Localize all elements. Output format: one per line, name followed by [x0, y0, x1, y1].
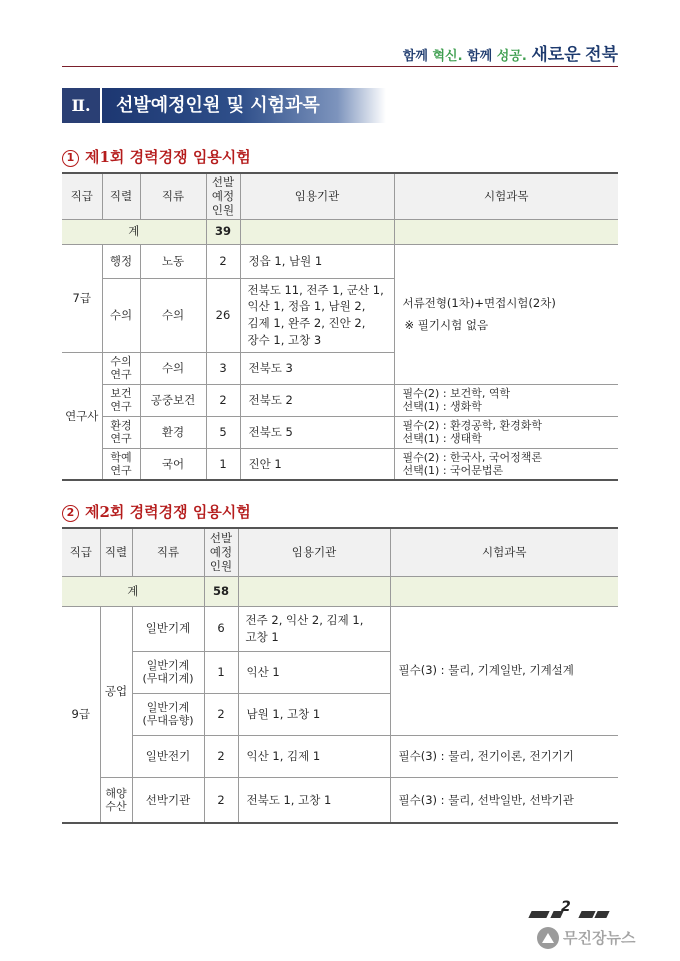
series-cell: 보건 연구 — [102, 384, 140, 416]
grade-cell: 연구사 — [62, 352, 102, 480]
circled-number-1: 1 — [62, 150, 79, 167]
slogan-word: 함께 — [402, 49, 428, 64]
agency-cell: 남원 1, 고창 1 — [238, 693, 390, 735]
table-header-row — [62, 173, 618, 219]
header-slogan — [403, 40, 618, 65]
total-row — [62, 576, 618, 606]
count-cell: 1 — [204, 651, 238, 693]
class-cell: 수의 — [140, 278, 206, 352]
series-cell: 환경 연구 — [102, 416, 140, 448]
class-cell: 공중보건 — [140, 384, 206, 416]
section-banner — [62, 88, 386, 123]
total-label: 계 — [62, 219, 206, 244]
header-grade: 직급 — [62, 528, 100, 576]
class-cell: 노동 — [140, 244, 206, 278]
class-cell: 일반전기 — [132, 735, 204, 777]
watermark-logo-icon — [537, 927, 559, 949]
series-cell: 수의 연구 — [102, 352, 140, 384]
total-label: 계 — [62, 576, 204, 606]
table-row — [62, 416, 618, 448]
class-cell: 선박기관 — [132, 777, 204, 823]
exam2-heading — [62, 501, 251, 522]
agency-cell: 익산 1 — [238, 651, 390, 693]
total-row — [62, 219, 618, 244]
class-cell: 수의 — [140, 352, 206, 384]
table-row — [62, 735, 618, 777]
table-row — [62, 448, 618, 480]
subjects-cell: 필수(3) : 물리, 선박일반, 선박기관 — [390, 777, 618, 823]
table-row — [62, 606, 618, 651]
table-row — [62, 777, 618, 823]
slogan-word: 성공. — [496, 49, 527, 64]
header-count: 선발 예정 인원 — [204, 528, 238, 576]
exam1-table — [62, 172, 618, 481]
subjects-cell: 필수(2) : 보건학, 역학 선택(1) : 생화학 — [394, 384, 618, 416]
class-cell: 환경 — [140, 416, 206, 448]
class-cell: 일반기계 — [132, 606, 204, 651]
table-row — [62, 244, 618, 278]
subjects-cell: 필수(2) : 환경공학, 환경화학 선택(1) : 생태학 — [394, 416, 618, 448]
subjects-cell: 필수(2) : 한국사, 국어정책론 선택(1) : 국어문법론 — [394, 448, 618, 480]
series-cell: 수의 — [102, 278, 140, 352]
count-cell: 2 — [204, 693, 238, 735]
slogan-word: 전북 — [585, 45, 618, 65]
header-class: 직류 — [140, 173, 206, 219]
agency-cell: 전북도 3 — [240, 352, 394, 384]
watermark — [537, 924, 673, 952]
agency-cell: 전북도 11, 전주 1, 군산 1, 익산 1, 정읍 1, 남원 2, 김제 1, 완주 2, 진안 2, 장수 1, 고창 3 — [240, 278, 394, 352]
count-cell: 2 — [206, 384, 240, 416]
table-header-row — [62, 528, 618, 576]
class-cell: 일반기계 (무대음향) — [132, 693, 204, 735]
grade-cell: 7급 — [62, 244, 102, 352]
table-row — [62, 384, 618, 416]
exam2-table — [62, 527, 618, 824]
total-count: 39 — [206, 219, 240, 244]
series-cell: 공업 — [100, 606, 132, 777]
count-cell: 2 — [206, 244, 240, 278]
agency-cell: 전주 2, 익산 2, 김제 1, 고창 1 — [238, 606, 390, 651]
count-cell: 2 — [204, 735, 238, 777]
header-subjects: 시험과목 — [394, 173, 618, 219]
count-cell: 2 — [204, 777, 238, 823]
header-subjects: 시험과목 — [390, 528, 618, 576]
circled-number-2: 2 — [62, 505, 79, 522]
subjects-cell: 서류전형(1차)+면접시험(2차) ※ 필기시험 없음 — [394, 244, 618, 384]
series-cell: 학예 연구 — [102, 448, 140, 480]
header-divider — [62, 66, 618, 67]
header-grade: 직급 — [62, 173, 102, 219]
header-series: 직렬 — [102, 173, 140, 219]
agency-cell: 정읍 1, 남원 1 — [240, 244, 394, 278]
page-number: 2 — [561, 899, 571, 915]
header-agency: 임용기관 — [238, 528, 390, 576]
exam1-title: 제1회 경력경쟁 임용시험 — [85, 148, 251, 166]
slogan-word: 함께 — [467, 49, 493, 64]
count-cell: 3 — [206, 352, 240, 384]
slogan-word: 혁신. — [432, 49, 463, 64]
series-cell: 행정 — [102, 244, 140, 278]
slogan-word: 새로운 — [531, 45, 581, 65]
header-series: 직렬 — [100, 528, 132, 576]
class-cell: 일반기계 (무대기계) — [132, 651, 204, 693]
agency-cell: 전북도 1, 고창 1 — [238, 777, 390, 823]
total-count: 58 — [204, 576, 238, 606]
agency-cell: 전북도 2 — [240, 384, 394, 416]
subjects-cell: 필수(3) : 물리, 기계일반, 기계설계 — [390, 606, 618, 735]
grade-cell: 9급 — [62, 606, 100, 823]
header-agency: 임용기관 — [240, 173, 394, 219]
header-count: 선발 예정 인원 — [206, 173, 240, 219]
header-class: 직류 — [132, 528, 204, 576]
agency-cell: 익산 1, 김제 1 — [238, 735, 390, 777]
class-cell: 국어 — [140, 448, 206, 480]
exam2-title: 제2회 경력경쟁 임용시험 — [85, 503, 251, 521]
count-cell: 5 — [206, 416, 240, 448]
section-title: 선발예정인원 및 시험과목 — [116, 95, 320, 116]
count-cell: 1 — [206, 448, 240, 480]
count-cell: 6 — [204, 606, 238, 651]
watermark-text: 무진장뉴스 — [563, 929, 636, 947]
section-number: Ⅱ. — [62, 88, 102, 123]
agency-cell: 진안 1 — [240, 448, 394, 480]
count-cell: 26 — [206, 278, 240, 352]
subjects-cell: 필수(3) : 물리, 전기이론, 전기기기 — [390, 735, 618, 777]
agency-cell: 전북도 5 — [240, 416, 394, 448]
series-cell: 해양 수산 — [100, 777, 132, 823]
exam1-heading — [62, 146, 251, 167]
